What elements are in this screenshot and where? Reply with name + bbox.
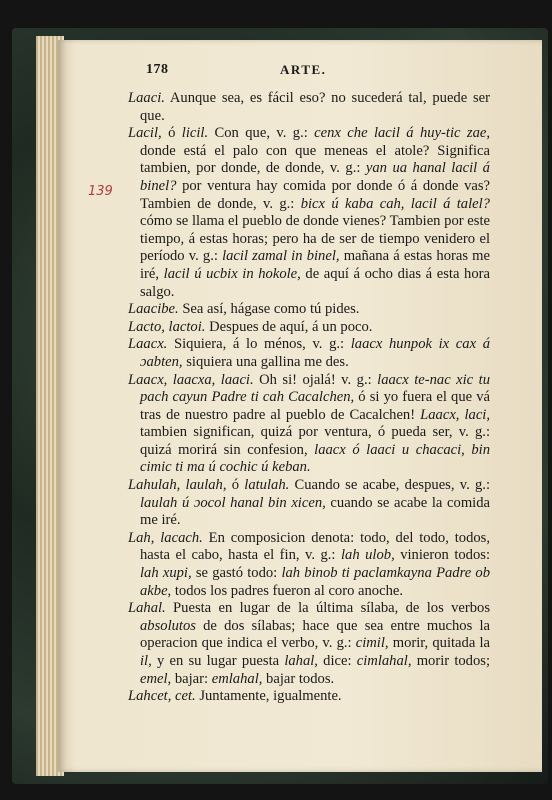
entry-text: emlahal, — [211, 670, 263, 687]
handwritten-margin-note: 139 — [88, 184, 113, 199]
entry-text: Siquiera, á lo ménos, v. g.: — [167, 336, 351, 353]
entry-text: Oh si! ojalá! v. g.: — [253, 371, 378, 388]
dictionary-entry — [128, 319, 490, 337]
entry-headword: Laacx. — [128, 336, 168, 353]
entry-text: cenx che lacil á huy-tic zae, — [314, 125, 491, 142]
entry-text: latulah. — [244, 477, 290, 494]
entry-text: dice: — [317, 653, 357, 669]
entry-text: mañana á estas horas me iré, — [140, 248, 490, 282]
entry-text: por ventura hay comida por donde ó á donde vas? Tambien de donde, v. g.: — [140, 177, 490, 212]
entry-text: bicx ú kaba cah, lacil á talel? — [300, 195, 490, 212]
entry-text: morir todos; — [411, 653, 490, 669]
dictionary-entry — [128, 600, 490, 688]
dictionary-entry — [128, 530, 490, 600]
entry-text: de aquí á ocho dias á esta hora salgo. — [140, 265, 490, 300]
entry-text: lah ulob, — [340, 547, 395, 564]
entry-text: bajar: — [171, 670, 212, 687]
entry-text: y en su lugar puesta — [151, 653, 285, 669]
entry-text: lah binob ti paclamkayna Padre ob akbe, — [140, 565, 490, 599]
page-number: 178 — [146, 62, 169, 77]
entry-text: ó — [168, 125, 182, 142]
dictionary-entry — [128, 90, 490, 125]
entry-text: bajar todos. — [262, 670, 335, 687]
entry-text: lacil zamal in binel, — [222, 248, 340, 265]
entry-text: cuando se acabe la comida me iré. — [140, 494, 490, 529]
entry-text: cómo se llama el pueblo de donde vienes? Tambien por este tiempo, á estas horas; pero ha de ser de tiempo venidero el período v. g.: — [140, 213, 490, 265]
entry-text: Con que, v. g.: — [208, 125, 315, 142]
entry-text: Laacx, laci, — [420, 406, 491, 423]
entry-headword: Laacibe. — [128, 301, 179, 318]
entry-text: siquiera una gallina me des. — [182, 353, 349, 370]
entry-text: Puesta en lugar de la última sílaba, de los verbos — [165, 600, 490, 617]
entry-text: laacx te-nac xic tu pach cayun Padre ti cah Cacalchen, — [140, 371, 490, 406]
entry-text: lah xupi, — [140, 565, 192, 582]
entry-text: emel, — [140, 670, 172, 687]
entry-text: morir, quitada la — [388, 635, 490, 652]
entry-text: ó — [231, 477, 245, 494]
entry-text: cimil, — [355, 635, 389, 652]
entry-text: Juntamente, igualmente. — [195, 688, 342, 705]
entry-headword: Lahcet, cet. — [128, 688, 196, 705]
entry-text: absolutos — [140, 617, 196, 634]
dictionary-text — [128, 90, 490, 706]
entry-text: laacx hunpok ix cax á ɔabten, — [140, 336, 490, 370]
entry-text: yan ua hanal lacil á binel? — [140, 160, 490, 194]
entry-text: laacx ó laaci u chacaci, bin cimic ti ma ú cochic ú keban. — [140, 441, 490, 476]
entry-text: licil. — [181, 125, 209, 142]
running-head: ARTE. — [280, 62, 327, 77]
entry-text: Sea así, hágase como tú pides. — [178, 301, 360, 318]
entry-headword: Lahulah, laulah, — [128, 477, 232, 494]
dictionary-entry — [128, 688, 490, 706]
entry-text: ó si yo fuera el que vá tras de nuestro padre al pueblo de Cacalchen! — [140, 389, 490, 423]
entry-text: Cuando se acabe, despues, v. g.: — [289, 477, 490, 494]
entry-headword: Laaci. — [128, 90, 165, 106]
entry-text: lacil ú ucbix in hokole, — [163, 265, 301, 282]
entry-text: Despues de aquí, á un poco. — [205, 318, 373, 335]
entry-headword: Lacto, lactoi. — [128, 318, 206, 335]
entry-text: il, — [140, 653, 152, 669]
entry-text: donde está el palo con que meneas el atole? Significa tambien, por donde, de donde, v. g.: — [140, 142, 490, 177]
entry-headword: Lacil, — [128, 125, 169, 142]
page-header — [130, 62, 490, 80]
dictionary-entry — [128, 301, 490, 319]
entry-text: de dos sílabas; hace que sea entre muchos la operacion que indica el verbo, v. g.: — [140, 617, 490, 652]
entry-headword: Lah, lacach. — [128, 529, 203, 546]
dictionary-entry — [128, 125, 490, 301]
entry-text: En composicion denota: todo, del todo, todos, hasta el cabo, hasta el fin, v. g.: — [140, 529, 490, 564]
entry-headword: Laacx, laacxa, laaci. — [128, 371, 254, 388]
entry-text: todos los padres fueron al coro anoche. — [171, 582, 404, 599]
entry-text: cimlahal, — [356, 653, 412, 669]
entry-headword: Lahal. — [128, 600, 166, 617]
entry-text: tambien significan, quizá por ventura, ó pueda ser, v. g.: quizá morirá sin confesion, — [140, 424, 490, 458]
entry-text: Aunque sea, es fácil eso? no sucederá tal, puede ser que. — [140, 90, 490, 124]
entry-text: vinieron todos: — [394, 547, 491, 564]
dictionary-entry — [128, 477, 490, 530]
entry-text: se gastó todo: — [191, 565, 282, 582]
dictionary-entry — [128, 372, 490, 478]
entry-text: laulah ú ɔocol hanal bin xicen, — [140, 494, 326, 511]
entry-text: lahal, — [284, 653, 318, 669]
dictionary-entry — [128, 336, 490, 371]
